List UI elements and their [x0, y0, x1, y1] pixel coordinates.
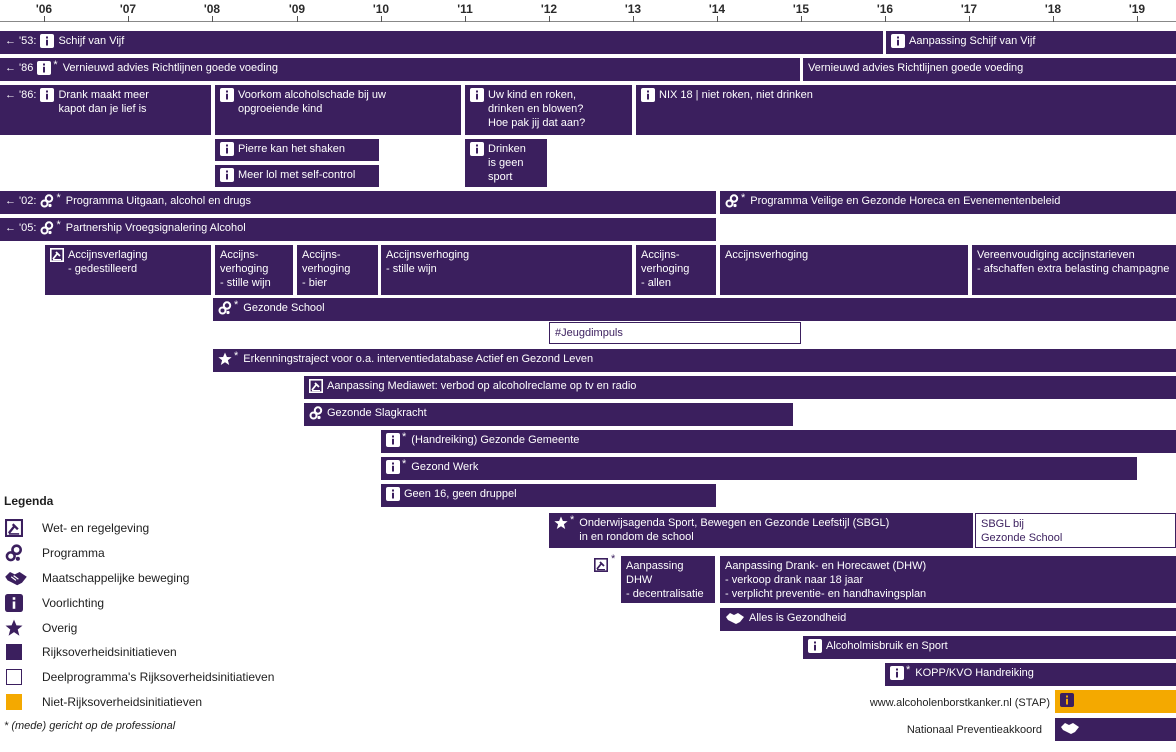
initiative-label: Programma Veilige en Gezonde Horeca en Evenementenbeleid	[750, 195, 1061, 207]
initiative-label: Accijnsverhoging	[725, 249, 809, 261]
professional-asterisk: *	[234, 350, 239, 362]
initiative-label: Onderwijsagenda Sport, Bewegen en Gezonde Leefstijl (SBGL) in en rondom de school	[579, 517, 890, 543]
initiative-label: Aanpassing Schijf van Vijf	[909, 35, 1036, 47]
info-icon	[808, 639, 822, 653]
initiative-bar-kop	[885, 663, 1176, 686]
initiative-label: Accijns- verhoging - stille wijn	[220, 249, 271, 289]
initiative-bar-erk	[213, 349, 1176, 372]
initiative-label: Drank maakt meer kapot dan je lief is	[58, 89, 149, 115]
legend-item	[4, 640, 304, 665]
gears-icon	[725, 194, 739, 208]
initiative-bar-av3	[297, 245, 378, 295]
initiative-label: Vereenvoudiging accijnstarieven - afschaffen extra belasting champagne	[977, 249, 1170, 275]
initiative-bar-svv	[0, 31, 883, 54]
law-icon	[50, 248, 64, 262]
initiative-label: Vernieuwd advies Richtlijnen goede voeding	[808, 62, 1024, 74]
star-icon	[218, 352, 232, 366]
initiative-bar-rgv2	[803, 58, 1176, 81]
year-tick	[717, 16, 718, 22]
year-tick	[801, 16, 802, 22]
initiative-label: Partnership Vroegsignalering Alcohol	[65, 222, 246, 234]
initiative-bar-sbg	[975, 513, 1176, 548]
initiative-bar-vac	[215, 85, 461, 135]
year-tick	[1137, 16, 1138, 22]
legend-label: Maatschappelijke beweging	[42, 570, 190, 585]
initiative-bar-av5	[636, 245, 716, 295]
initiative-label: Accijnsverhoging - stille wijn	[386, 249, 470, 275]
initiative-bar-nix	[636, 85, 1176, 135]
initiative-label: #Jeugdimpuls	[555, 327, 623, 339]
legend-title: Legenda	[4, 494, 54, 508]
initiative-bar-dhw1	[621, 556, 715, 614]
info-icon	[641, 88, 655, 102]
professional-asterisk: *	[741, 192, 746, 204]
legend	[4, 494, 304, 732]
initiative-label: Alles is Gezondheid	[749, 612, 847, 624]
legend-item	[4, 566, 304, 591]
initiative-label: Programma Uitgaan, alcohol en drugs	[65, 195, 251, 207]
year-tick	[128, 16, 129, 22]
initiative-label: Meer lol met self-control	[238, 169, 356, 181]
initiative-bar-hgg	[381, 430, 1176, 453]
year-tick	[381, 16, 382, 22]
initiative-bar-dhw2	[720, 556, 1176, 603]
year-label: '18	[1044, 2, 1062, 16]
initiative-bar-npa	[1055, 718, 1176, 741]
initiative-label: Pierre kan het shaken	[238, 143, 346, 155]
initiative-label: Gezonde Slagkracht	[327, 407, 427, 419]
gears-icon	[40, 221, 54, 235]
year-label: '06	[35, 2, 53, 16]
professional-asterisk: *	[402, 431, 407, 443]
initiative-label: Erkenningstraject voor o.a. interventiedatabase Actief en Gezond Leven	[243, 353, 594, 365]
initiative-bar-rgv	[0, 58, 800, 81]
professional-asterisk: *	[402, 458, 407, 470]
initiative-bar-pks	[215, 139, 379, 161]
professional-asterisk: *	[56, 219, 61, 231]
professional-asterisk: *	[906, 664, 911, 676]
initiative-bar-oas	[549, 513, 973, 548]
star-icon	[554, 516, 568, 530]
gears-icon	[309, 406, 323, 420]
info-icon	[40, 88, 54, 102]
initiative-bar-pva	[0, 218, 716, 241]
law-icon	[309, 379, 323, 393]
initiative-bar-pua	[0, 191, 716, 214]
initiative-bar-jgd	[549, 322, 801, 344]
year-label: '15	[792, 2, 810, 16]
professional-asterisk: *	[53, 59, 58, 71]
initiative-label: SBGL bij Gezonde School	[981, 518, 1063, 544]
info-icon	[386, 433, 400, 447]
info-icon	[891, 34, 905, 48]
initiative-label: Alcoholmisbruik en Sport	[826, 640, 948, 652]
initiative-label: Accijns- verhoging - bier	[302, 249, 351, 289]
initiative-label: Vernieuwd advies Richtlijnen goede voeding	[62, 62, 278, 74]
initiative-bar-dig	[465, 139, 547, 187]
initiative-bar-gzw	[381, 457, 1137, 480]
start-year-marker: ← '86:	[5, 89, 37, 101]
professional-asterisk: *	[611, 553, 616, 565]
info-icon	[220, 142, 234, 156]
start-year-marker: ← '86	[5, 62, 34, 74]
initiative-label: Geen 16, geen druppel	[404, 488, 517, 500]
initiative-label: Voorkom alcoholschade bij uw opgroeiende kind	[238, 89, 386, 115]
legend-swatch	[4, 667, 24, 687]
year-tick	[465, 16, 466, 22]
legend-item	[4, 615, 304, 640]
law-icon	[594, 558, 608, 572]
professional-asterisk: *	[570, 514, 575, 526]
initiative-bar-av4	[381, 245, 632, 295]
year-tick	[885, 16, 886, 22]
initiative-label: Accijns- verhoging - allen	[641, 249, 690, 289]
initiative-bar-pvg	[720, 191, 1176, 214]
initiative-bar-stp	[1055, 690, 1176, 713]
initiative-bar-amw	[304, 376, 1176, 399]
legend-item	[4, 590, 304, 615]
info-icon	[386, 460, 400, 474]
legend-swatch	[4, 692, 24, 712]
year-tick	[212, 16, 213, 22]
legend-item	[4, 665, 304, 690]
start-year-marker: ← '05:	[5, 222, 37, 234]
info-icon	[470, 88, 484, 102]
initiative-bar-svv2	[886, 31, 1176, 54]
year-label: '10	[372, 2, 390, 16]
initiative-bar-aig	[720, 608, 1176, 631]
hands-icon	[725, 611, 745, 625]
year-label: '09	[288, 2, 306, 16]
legend-label: Niet-Rijksoverheidsinitiatieven	[42, 694, 203, 709]
initiative-label: NIX 18 | niet roken, niet drinken	[659, 89, 813, 101]
initiative-bar-gzs	[213, 298, 1176, 321]
year-label: '17	[960, 2, 978, 16]
initiative-bar-gsk	[304, 403, 793, 426]
legend-item	[4, 690, 304, 715]
legend-label: Overig	[42, 620, 78, 635]
info-icon	[4, 593, 24, 613]
legend-item	[4, 516, 304, 541]
year-tick	[44, 16, 45, 22]
info-icon	[386, 487, 400, 501]
initiative-label: (Handreiking) Gezonde Gemeente	[411, 434, 580, 446]
legend-swatch	[4, 642, 24, 662]
year-label: '08	[203, 2, 221, 16]
year-label: '19	[1128, 2, 1146, 16]
initiative-label: KOPP/KVO Handreiking	[915, 667, 1034, 679]
year-tick	[1053, 16, 1054, 22]
start-year-marker: ← '53:	[5, 35, 37, 47]
legend-items	[4, 516, 304, 714]
initiative-bar-g16	[381, 484, 716, 507]
year-tick	[549, 16, 550, 22]
legend-note: * (mede) gericht op de professional	[4, 720, 176, 733]
swatch-deel	[6, 669, 22, 685]
gears-icon	[4, 543, 24, 563]
initiative-bar-ukr	[465, 85, 632, 135]
year-label: '12	[540, 2, 558, 16]
law-icon	[4, 518, 24, 538]
hands-icon	[1060, 721, 1080, 735]
stap-label: www.alcoholenborstkanker.nl (STAP)	[869, 697, 1050, 709]
initiative-label: Accijnsverlaging - gedestilleerd	[68, 249, 148, 275]
info-icon	[890, 666, 904, 680]
initiative-label: Drinken is geen sport	[488, 143, 526, 183]
legend-label: Deelprogramma's Rijksoverheidsinitiatieven	[42, 670, 275, 685]
year-tick	[297, 16, 298, 22]
initiative-label: Gezonde School	[243, 302, 325, 314]
info-icon	[470, 142, 484, 156]
info-icon	[220, 168, 234, 182]
year-tick	[633, 16, 634, 22]
timeline-axis	[0, 21, 1176, 22]
initiative-label: Uw kind en roken, drinken en blowen? Hoe pak jij dat aan?	[488, 89, 586, 129]
professional-asterisk: *	[234, 299, 239, 311]
initiative-bar-aes	[803, 636, 1176, 659]
info-icon	[37, 61, 51, 75]
initiative-bar-av6	[720, 245, 968, 295]
swatch-niet-rijk	[6, 694, 22, 710]
info-icon	[1060, 693, 1074, 707]
npa-label: Nationaal Preventieakkoord	[906, 724, 1042, 736]
legend-item	[4, 541, 304, 566]
info-icon	[40, 34, 54, 48]
hands-icon	[4, 568, 28, 588]
initiative-bar-av7	[972, 245, 1176, 295]
info-icon	[220, 88, 234, 102]
initiative-label: Aanpassing Drank- en Horecawet (DHW) - verkoop drank naar 18 jaar - verplicht preventie- en handhavingsplan	[725, 560, 927, 600]
initiative-label: Aanpassing Mediawet: verbod op alcoholreclame op tv en radio	[327, 380, 637, 392]
year-label: '16	[876, 2, 894, 16]
gears-icon	[40, 194, 54, 208]
swatch-rijk	[6, 644, 22, 660]
professional-asterisk: *	[56, 192, 61, 204]
start-year-marker: ← '02:	[5, 195, 37, 207]
initiative-bar-av2	[215, 245, 293, 295]
initiative-label: Gezond Werk	[411, 461, 479, 473]
initiative-label: Schijf van Vijf	[58, 35, 125, 47]
star-icon	[4, 618, 24, 638]
legend-label: Programma	[42, 546, 105, 561]
initiative-label: Aanpassing DHW - decentralisatie landelijk toezicht	[626, 560, 707, 614]
year-label: '14	[708, 2, 726, 16]
initiative-bar-mlm	[215, 165, 379, 187]
year-tick	[969, 16, 970, 22]
year-label: '13	[624, 2, 642, 16]
initiative-bar-dmm	[0, 85, 211, 135]
year-label: '11	[457, 2, 473, 16]
initiative-bar-av1	[45, 245, 211, 295]
legend-label: Wet- en regelgeving	[42, 521, 150, 536]
year-label: '07	[119, 2, 137, 16]
legend-label: Rijksoverheidsinitiatieven	[42, 645, 177, 660]
legend-label: Voorlichting	[42, 595, 105, 610]
gears-icon	[218, 301, 232, 315]
